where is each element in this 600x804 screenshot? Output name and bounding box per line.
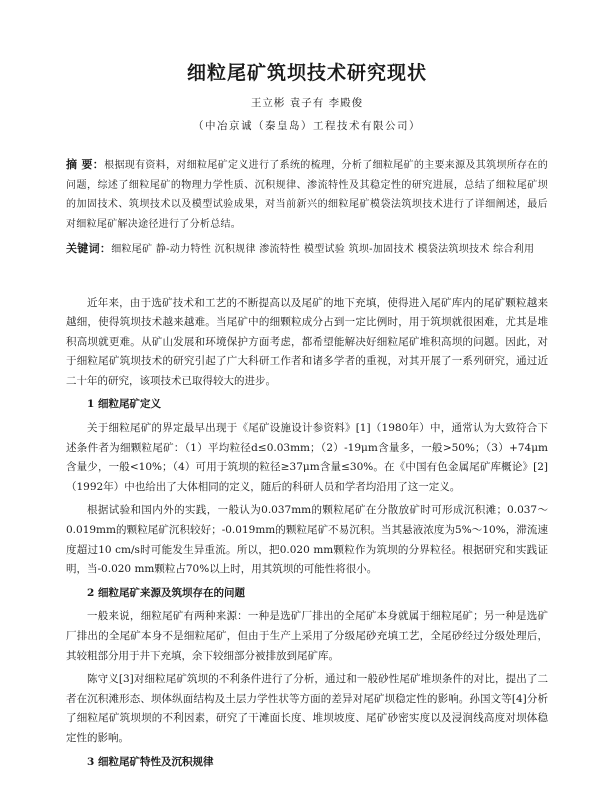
section-2-paragraph-1: 一般来说，细粒尾矿有两种来源：一种是选矿厂排出的全尾矿本身就属于细粒尾矿；另一种是选矿厂排出的全尾矿本身不是细粒尾矿，但由于生产上采用了分级尾砂充填工艺，全尾砂经过分级处理后，其较粗部分用于井下充填，余下较细部分被排放到尾矿库。 bbox=[66, 610, 548, 662]
abstract-label: 摘 要： bbox=[66, 158, 105, 171]
section-1-paragraph-1: 关于细粒尾矿的界定最早出现于《尾矿设施设计参资料》[1]（1980年）中，通常认为大致符合下述条件者为细颗粒尾矿：（1）平均粒径d≤0.03mm；（2）-19μm含量多，一般>50%；（3）+74μm含量少，一般<10%；（4）可用于筑坝的粒径≥37μm含量≤30%。在《中国有色金属尾矿库概论》[2]（1992年）中也给出了大体相同的定义，随后的科研人员和学者均沿用了这一定义。 bbox=[66, 422, 548, 493]
section-1-paragraph-2: 根据试验和国内外的实践，一般认为0.037mm的颗粒尾矿在分散放矿时可形成沉积滩；0.037～0.019mm的颗粒尾矿沉积较好；-0.019mm的颗粒尾矿不易沉积。当其悬液浓度为5%～10%，滞流速度超过10 cm/s时可能发生异重流。所以，把0.020 mm颗粒作为筑坝的分界粒径。根据研究和实践证明，当-0.020 mm颗粒占70%以上时，用其筑坝的可能性将很小。 bbox=[66, 504, 548, 576]
section-3-heading: 3 细粒尾矿特性及沉积规律 bbox=[87, 755, 214, 768]
section-1-heading: 1 细粒尾矿定义 bbox=[87, 398, 161, 411]
section-2-paragraph-2: 陈守义[3]对细粒尾矿筑坝的不利条件进行了分析，通过和一般砂性尾矿堆坝条件的对比，提出了二者在沉积滩形态、坝体纵面结构及土层力学性状等方面的差异对尾矿坝稳定性的影响。孙国文等[4]分析了细粒尾矿筑坝坝的不利因素，研究了干滩面长度、堆坝坡度、尾矿砂密实度以及浸润线高度对坝体稳定性的影响。 bbox=[66, 673, 548, 744]
abstract bbox=[66, 155, 548, 234]
intro-paragraph: 近年来，由于选矿技术和工艺的不断提高以及尾矿的地下充填，使得进入尾矿库内的尾矿颗粒越来越细，使得筑坝技术越来越难。当尾矿中的细颗粒成分占到一定比例时，用于筑坝就很困难，尤其是堆积高坝就更难。从矿山发展和环境保护方面考虑，都希望能解决好细粒尾矿堆积高坝的问题。因此，对于细粒尾矿筑坝技术的研究引起了广大科研工作者和诸多学者的重视，对其开展了一系列研究，通过近二十年的研究，该项技术已取得较大的进步。 bbox=[66, 296, 548, 387]
keywords-label: 关键词： bbox=[66, 242, 112, 255]
section-2-heading: 2 细粒尾矿来源及筑坝存在的问题 bbox=[87, 586, 245, 599]
paper-title: 细粒尾矿筑坝技术研究现状 bbox=[186, 62, 427, 84]
keywords bbox=[66, 239, 548, 260]
abstract-text: 根据现有资料，对细粒尾矿定义进行了系统的梳理，分析了细粒尾矿的主要来源及其筑坝所存在的问题，综述了细粒尾矿的物理力学性质、沉积规律、渗流特性及其稳定性的研究进展，总结了细粒尾矿坝的加固技术、筑坝技术以及模型试验成果，对当前新兴的细粒尾矿模袋法筑坝技术进行了详细阐述，最后对细粒尾矿解决途径进行了分析总结。 bbox=[66, 160, 548, 230]
paper-affiliation: （中冶京诚（秦皇岛）工程技术有限公司） bbox=[193, 120, 421, 132]
keywords-text: 细粒尾矿 静-动力特性 沉积规律 渗流特性 模型试验 筑坝-加固技术 模袋法筑坝技术 综合利用 bbox=[111, 244, 535, 255]
paper-authors: 王立彬 袁子有 李殿俊 bbox=[250, 97, 364, 109]
